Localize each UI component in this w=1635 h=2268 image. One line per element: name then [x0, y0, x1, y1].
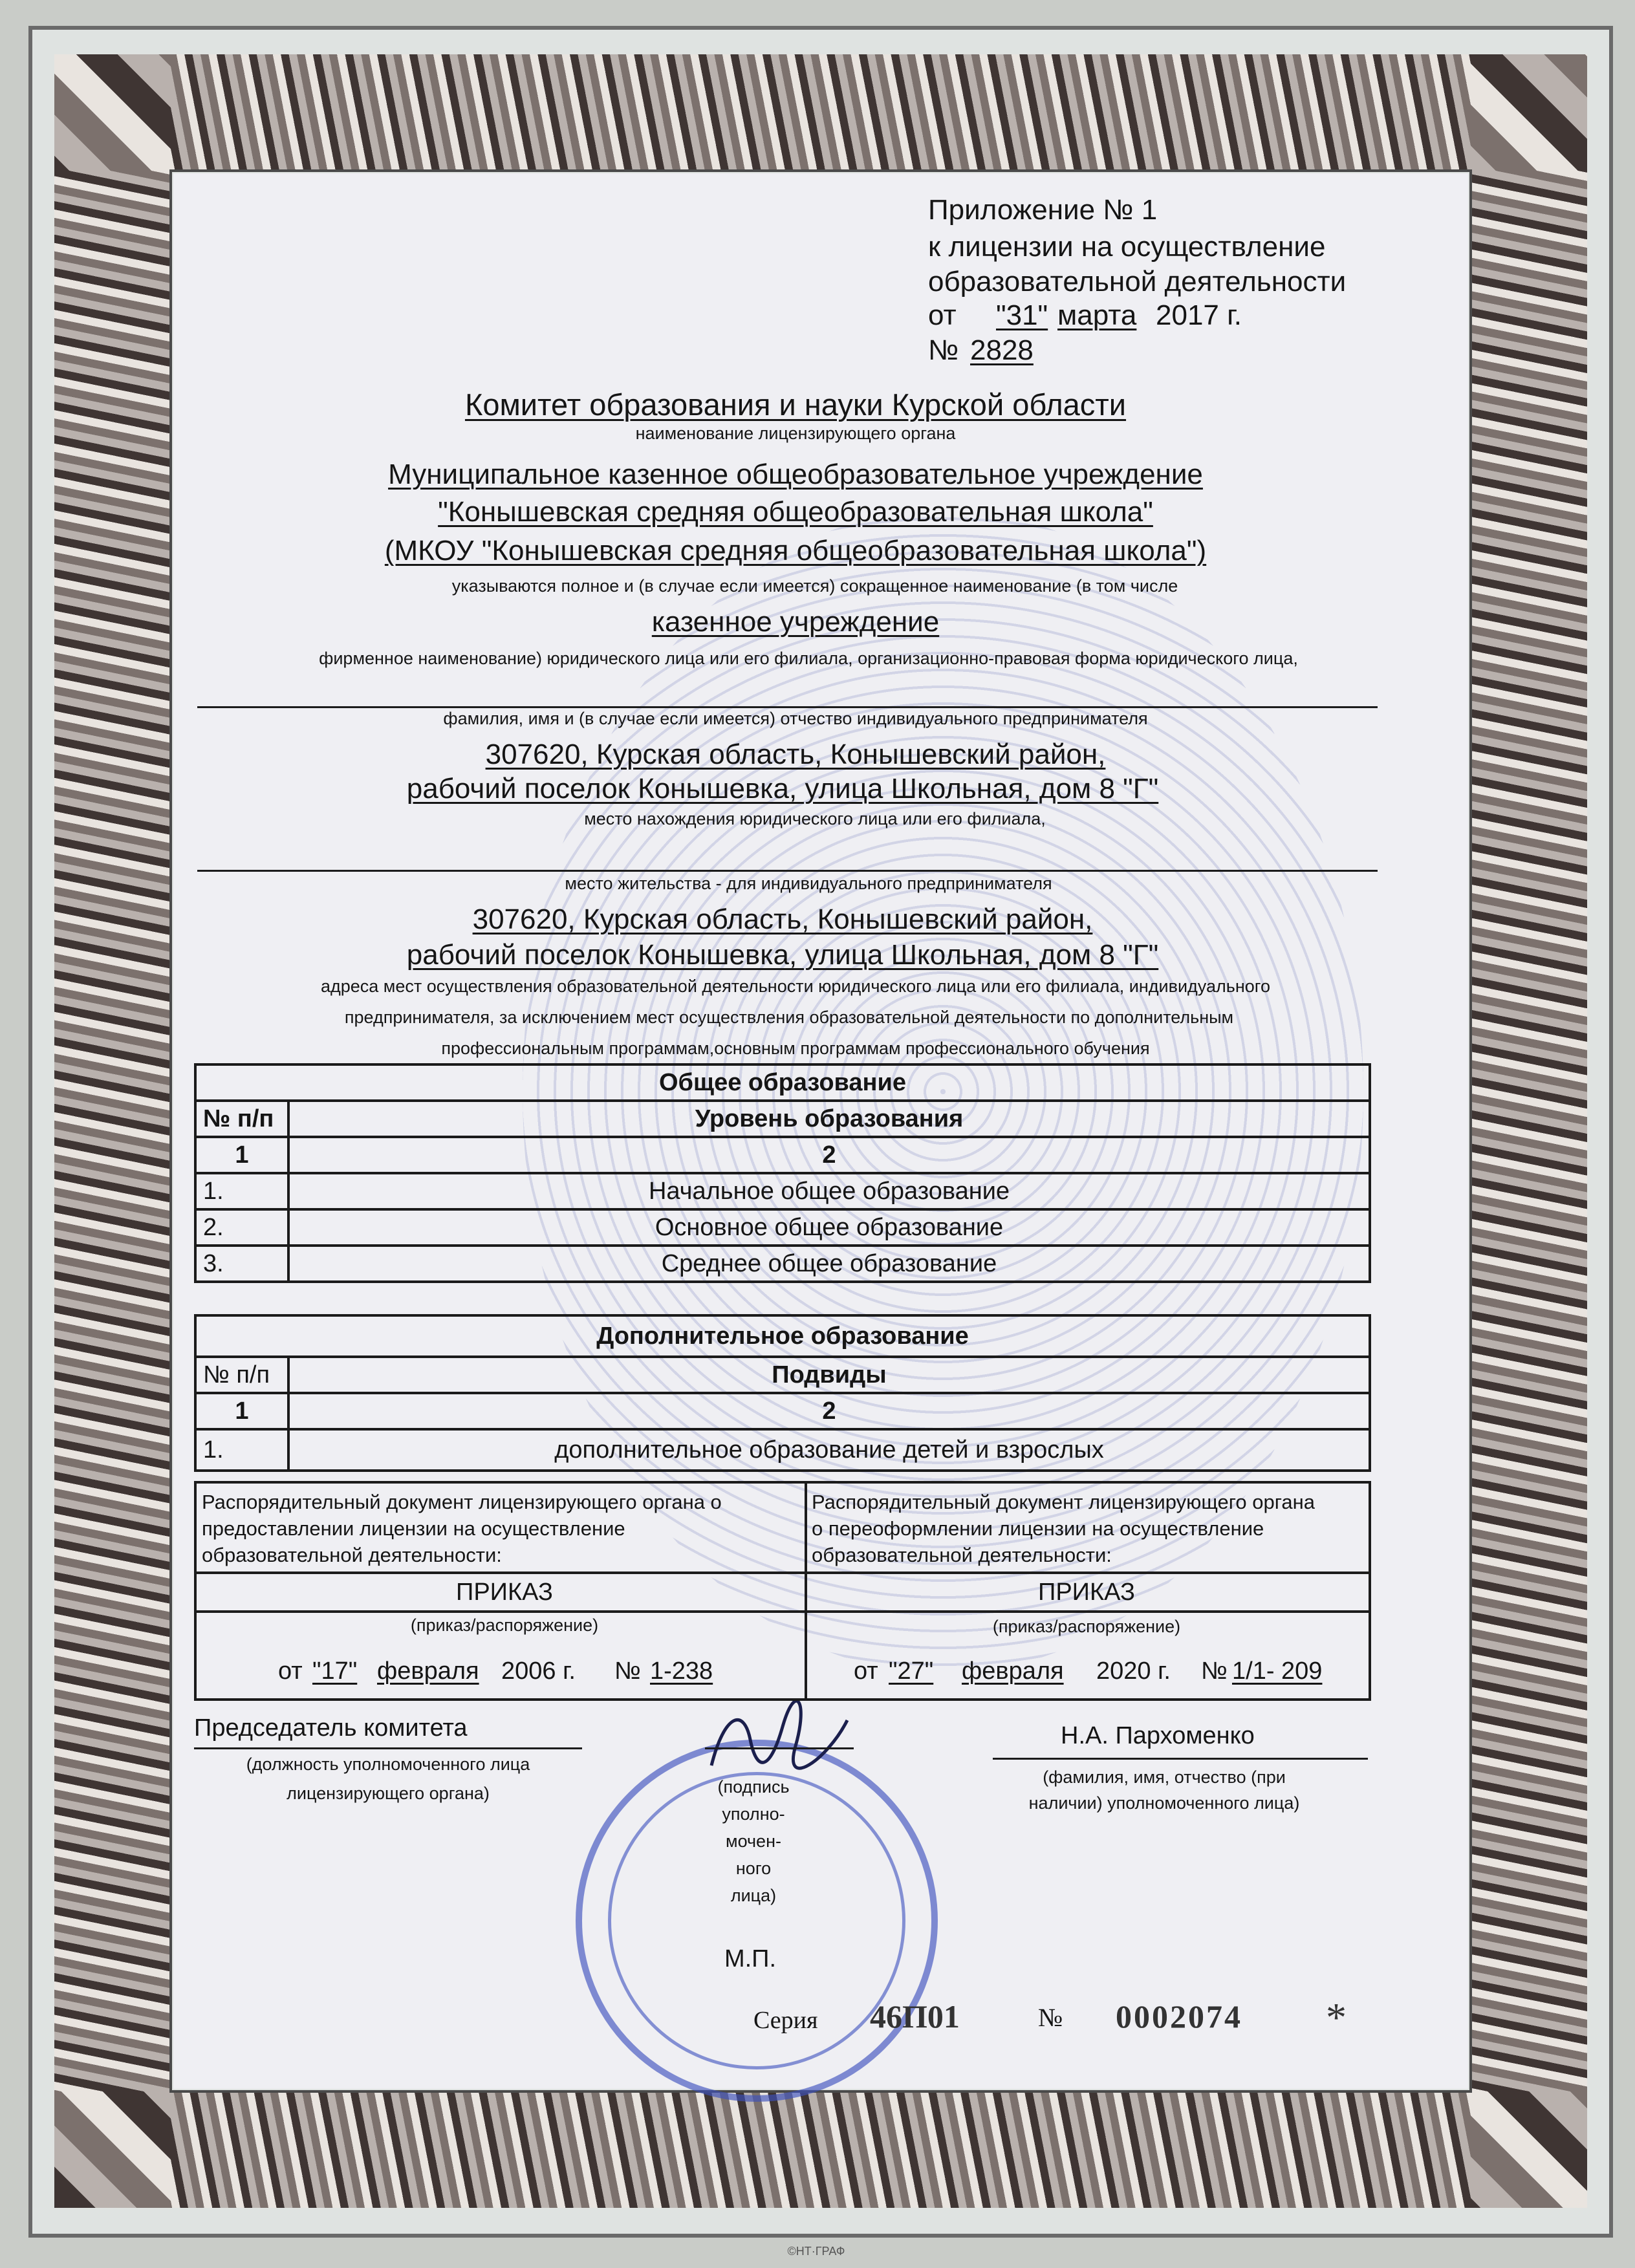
- order-right-caption: (приказ/распоряжение): [992, 1617, 1181, 1636]
- order-left-text2: предоставлении лицензии на осуществление: [202, 1517, 625, 1540]
- appendix-day: "31": [996, 299, 1048, 331]
- sign-caption-4: ного: [735, 1859, 772, 1878]
- order-divider-2: [194, 1610, 1371, 1613]
- location-caption1: место нахождения юридического лица или его филиала,: [584, 809, 1046, 828]
- serial-series: 46П01: [870, 1998, 960, 2035]
- order-divider: [194, 1571, 1371, 1574]
- additional-col2: Подвиды: [288, 1357, 1370, 1393]
- order-left-type: ПРИКАЗ: [456, 1579, 553, 1606]
- additional-col1: № п/п: [195, 1357, 288, 1393]
- serial-label: Серия: [753, 2007, 818, 2034]
- order-right-month: февраля: [962, 1658, 1064, 1685]
- appendix-line3: образовательной деятельности: [928, 266, 1347, 297]
- order-left-num: 1-238: [650, 1658, 713, 1685]
- sign-caption-3: мочен-: [726, 1831, 781, 1851]
- position-caption2: лицензирующего органа): [287, 1784, 490, 1803]
- appendix-line2: к лицензии на осуществление: [928, 231, 1326, 263]
- activity-caption3: профессиональным программам,основным программам профессионального обучения: [441, 1039, 1150, 1058]
- serial-mark: *: [1326, 1994, 1347, 2040]
- order-left-caption: (приказ/распоряжение): [410, 1615, 599, 1635]
- activity-caption2: предпринимателя, за исключением мест осуществления образовательной деятельности по дополнительным: [344, 1008, 1234, 1027]
- blank-line-residence: [197, 870, 1378, 872]
- row-level: Начальное общее образование: [288, 1173, 1370, 1209]
- blank-line-ip: [197, 706, 1378, 708]
- location-line2: рабочий поселок Конышевка, улица Школьная, дом 8 "Г": [406, 773, 1159, 805]
- additional-education-table: [194, 1314, 1371, 1472]
- licensee-caption2: фирменное наименование) юридического лица или его филиала, организационно-правовая форма юридического лица,: [319, 649, 1298, 668]
- appendix-number: 2828: [970, 334, 1034, 366]
- appendix-year: 2017 г.: [1156, 299, 1242, 331]
- order-left-day: "17": [312, 1658, 358, 1685]
- licensee-form: казенное учреждение: [651, 606, 940, 638]
- sign-caption-1: (подпись: [717, 1777, 790, 1797]
- appendix-date-from: от: [928, 299, 957, 331]
- additional-num2: 2: [288, 1393, 1370, 1429]
- order-right-num-label: №: [1201, 1658, 1228, 1685]
- order-left-num-label: №: [614, 1658, 641, 1685]
- location-caption2: место жительства - для индивидуального предпринимателя: [565, 874, 1052, 893]
- row-number: 3.: [195, 1246, 288, 1282]
- serial-num-label: №: [1038, 2003, 1063, 2032]
- order-right-year: 2020 г.: [1096, 1658, 1171, 1685]
- order-left-text3: образовательной деятельности:: [202, 1544, 502, 1566]
- activity-line2: рабочий поселок Конышевка, улица Школьная, дом 8 "Г": [406, 939, 1159, 971]
- order-left-month: февраля: [377, 1658, 479, 1685]
- order-right-type: ПРИКАЗ: [1038, 1579, 1135, 1606]
- serial-number: 0002074: [1116, 1998, 1242, 2035]
- signatory-name: Н.А. Пархоменко: [1061, 1722, 1255, 1749]
- additional-title: Дополнительное образование: [195, 1315, 1370, 1357]
- sign-caption-2: уполно-: [722, 1804, 785, 1824]
- position-line: [194, 1747, 582, 1749]
- authority-name: Комитет образования и науки Курской области: [464, 387, 1127, 422]
- order-left-from: от: [278, 1658, 303, 1685]
- table-row: [195, 1246, 1370, 1282]
- row-level: Основное общее образование: [288, 1209, 1370, 1246]
- name-caption1: (фамилия, имя, отчество (при: [1043, 1767, 1286, 1787]
- row-number: 1.: [195, 1173, 288, 1209]
- order-right-from: от: [854, 1658, 878, 1685]
- signature: [698, 1701, 854, 1778]
- row-number: 1.: [195, 1429, 288, 1471]
- appendix-line1: Приложение № 1: [928, 194, 1158, 226]
- name-line: [993, 1758, 1368, 1760]
- seal-place: М.П.: [724, 1945, 777, 1972]
- general-col1: № п/п: [195, 1101, 288, 1137]
- order-right-text3: образовательной деятельности:: [812, 1544, 1112, 1566]
- appendix-number-label: №: [928, 334, 959, 366]
- additional-num1: 1: [195, 1393, 288, 1429]
- activity-caption1: адреса мест осуществления образовательной деятельности юридического лица или его филиала, индивидуального: [320, 977, 1271, 996]
- sign-caption-5: лица): [730, 1886, 777, 1905]
- general-num2: 2: [288, 1137, 1370, 1173]
- general-col2: Уровень образования: [288, 1101, 1370, 1137]
- table-row: [195, 1429, 1370, 1471]
- order-right-text1: Распорядительный документ лицензирующего органа: [812, 1491, 1315, 1513]
- authority-caption: наименование лицензирующего органа: [635, 424, 956, 443]
- table-row: [195, 1173, 1370, 1209]
- general-num1: 1: [195, 1137, 288, 1173]
- order-left-text1: Распорядительный документ лицензирующего органа о: [202, 1491, 722, 1513]
- row-number: 2.: [195, 1209, 288, 1246]
- order-right-text2: о переоформлении лицензии на осуществление: [812, 1517, 1264, 1540]
- name-caption2: наличии) уполномоченного лица): [1028, 1793, 1300, 1813]
- printer-mark: ©НТ·ГРАФ: [787, 2245, 845, 2258]
- licensee-line1: Муниципальное казенное общеобразовательное учреждение: [388, 459, 1203, 490]
- activity-line1: 307620, Курская область, Конышевский район,: [472, 903, 1093, 935]
- table-row: [195, 1209, 1370, 1246]
- signature-line: [705, 1747, 854, 1749]
- licensee-caption3: фамилия, имя и (в случае если имеется) отчество индивидуального предпринимателя: [443, 709, 1148, 728]
- general-education-table: [194, 1063, 1371, 1283]
- licensee-caption1: указываются полное и (в случае если имеется) сокращенное наименование (в том числе: [451, 576, 1178, 596]
- row-level: Среднее общее образование: [288, 1246, 1370, 1282]
- row-subtype: дополнительное образование детей и взрослых: [288, 1429, 1370, 1471]
- licensee-line3: (МКОУ "Конышевская средняя общеобразовательная школа"): [384, 535, 1207, 567]
- signatory-position: Председатель комитета: [194, 1714, 468, 1742]
- order-left-year: 2006 г.: [501, 1658, 576, 1685]
- appendix-month: марта: [1057, 299, 1137, 331]
- position-caption1: (должность уполномоченного лица: [246, 1755, 530, 1774]
- general-title: Общее образование: [195, 1064, 1370, 1101]
- order-right-day: "27": [889, 1658, 934, 1685]
- licensee-line2: "Конышевская средняя общеобразовательная школа": [438, 496, 1153, 528]
- order-right-num: 1/1- 209: [1232, 1658, 1323, 1685]
- location-line1: 307620, Курская область, Конышевский район,: [485, 739, 1106, 770]
